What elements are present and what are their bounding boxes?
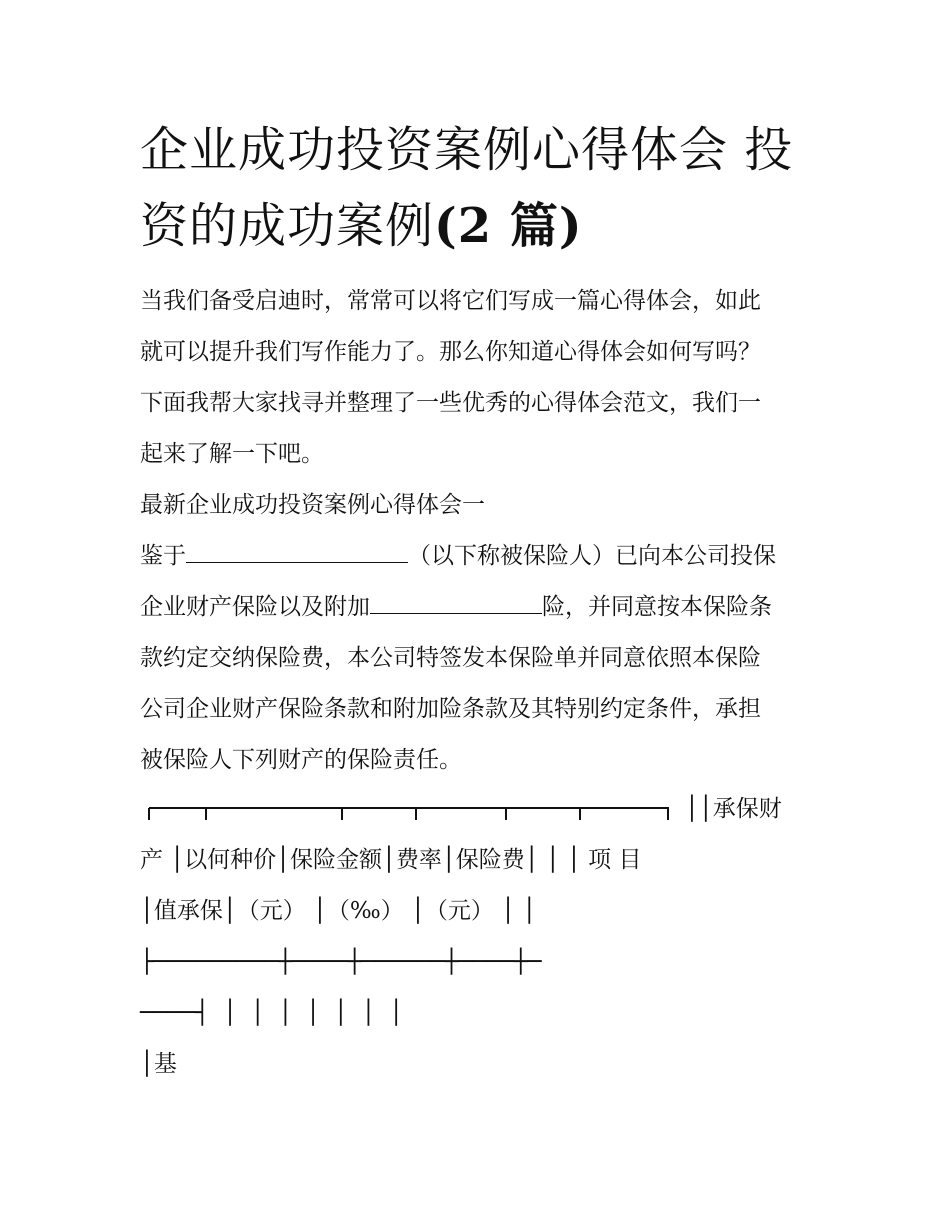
table-text: ││承保财: [685, 796, 782, 822]
title-line-2: 资的成功案例: [140, 198, 435, 254]
table-row: 产 │以何种价│保险金额│费率│保险费│ │ │ 项 目: [140, 847, 642, 873]
title-count: (2 篇): [434, 198, 583, 254]
intro-line: 起来了解一下吧。: [140, 441, 324, 467]
policy-line: 被保险人下列财产的保险责任。: [140, 747, 462, 773]
policy-text: 鉴于: [140, 543, 186, 569]
intro-line: 下面我帮大家找寻并整理了一些优秀的心得体会范文，我们一: [140, 390, 761, 416]
section-heading: 最新企业成功投资案例心得体会一: [140, 492, 485, 518]
table-row: │基: [140, 1051, 177, 1077]
policy-text: 企业财产保险以及附加: [140, 594, 370, 620]
intro-line: 就可以提升我们写作能力了。那么你知道心得体会如何写吗？: [140, 339, 761, 365]
title-line-1: 企业成功投资案例心得体会 投: [140, 122, 794, 178]
policy-line: [140, 582, 820, 633]
intro-paragraph: [140, 276, 820, 786]
policy-line: 公司企业财产保险条款和附加险条款及其特别约定条件，承担: [140, 696, 761, 722]
blank-additional-insurance: [370, 587, 542, 614]
table-row: │值承保│（元） │（‰） │（元） │ │: [140, 898, 537, 924]
intro-line: 当我们备受启迪时，常常可以将它们写成一篇心得体会，如此: [140, 288, 761, 314]
document-title: [140, 112, 820, 264]
policy-line: [140, 531, 820, 582]
table-text-block: [140, 835, 820, 1090]
table-row: ────┤ │ │ │ │ │ │ │: [140, 1000, 404, 1026]
blank-insured-name: [186, 536, 408, 563]
table-row: ├─────────┼────┼──────┼────┼─: [140, 949, 542, 975]
policy-text: （以下称被保险人）已向本公司投保: [408, 543, 776, 569]
policy-line: 款约定交纳保险费，本公司特签发本保险单并同意依照本保险: [140, 645, 761, 671]
table-row-1-tail: [685, 784, 825, 835]
table-top-border: [148, 806, 670, 820]
policy-text: 险，并同意按本保险条: [542, 594, 772, 620]
